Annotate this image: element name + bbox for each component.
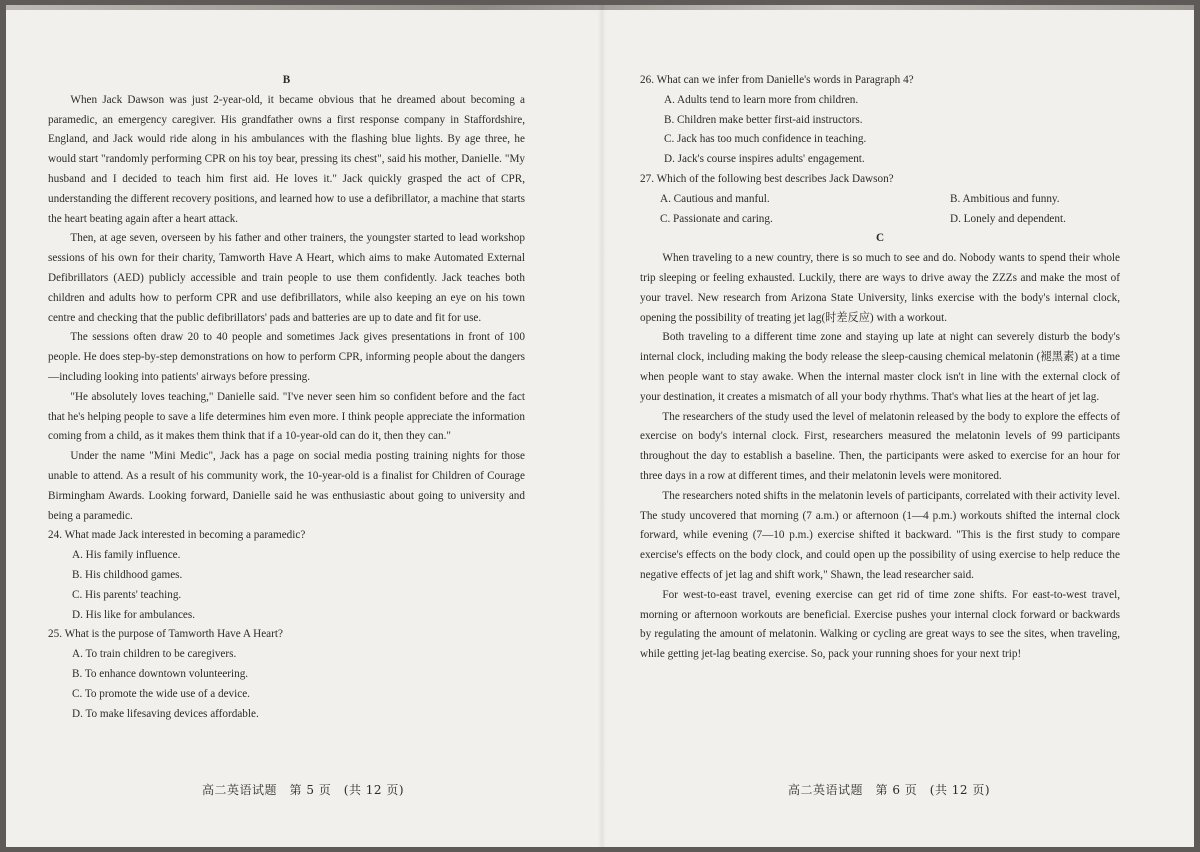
question-26-option: A. Adults tend to learn more from children. [664, 93, 859, 106]
question-24-option: C. His parents' teaching. [72, 588, 182, 601]
section-b-heading: B [282, 74, 291, 86]
right-page-footer: 高二英语试题 第 6 页 (共 12 页) [788, 783, 991, 797]
left-page-footer: 高二英语试题 第 5 页 (共 12 页) [202, 783, 405, 797]
passage-b-paragraph: When Jack Dawson was just 2-year-old, it became obvious that he dreamed about becoming a paramedic, an emergency caregiver. His grandfather owns a first response company in Staffordshire, England, and Jack would ride along in his ambulances with the flashing blue lights. By age three, he would start "randomly performing CPR on his toy bear, pressing its chest", said his mother, Danielle. "My husband and I decided to teach him first aid. He loves it." Jack quickly grasped the act of CPR, understanding the different recovery positions, and learned how to use a defibrillator, a machine that starts the heart beating again after a heart attack. [48, 93, 525, 225]
exam-sheet [6, 5, 1194, 847]
question-27-option: B. Ambitious and funny. [950, 192, 1060, 205]
question-27-stem: 27. Which of the following best describes Jack Dawson? [640, 172, 894, 185]
passage-b-paragraph: Then, at age seven, overseen by his father and other trainers, the youngster started to lead workshop sessions of his own for their charity, Tamworth Have A Heart, which aims to make Automated External Defibrillators (AED) publicly accessible and train people to use them confidently. Jack teaches both children and adults how to perform CPR and use defibrillators, while also keeping an eye on his town centre and checking that the public defibrillators' pads and batteries are up to date and fit for use. [48, 232, 525, 324]
question-24-option: D. His like for ambulances. [72, 608, 196, 621]
passage-b-paragraph: The sessions often draw 20 to 40 people and sometimes Jack gives presentations in front of 100 people. He does step-by-step demonstrations on how to perform CPR, informing people about the dangers—including looking into patients' airways before pressing. [48, 331, 525, 383]
passage-c-paragraph: Both traveling to a different time zone and staying up late at night can severely disturb the body's internal clock, including making the body release the sleep-causing chemical melatonin (褪黑素) at a time when people want to stay awake. When the internal master clock isn't in line with the external clock of your destination, it creates a mismatch of all your body rhythms. That's what lies at the heart of jet lag. [640, 331, 1120, 403]
passage-b-paragraph: Under the name "Mini Medic", Jack has a page on social media posting training nights for those unable to attend. As a result of his community work, the 10-year-old is a finalist for Children of Courage Birmingham Awards. Looking forward, Danielle said he was enthusiastic about going to university and being a paramedic. [48, 450, 525, 522]
question-25-option: A. To train children to be caregivers. [72, 648, 237, 661]
question-26-stem: 26. What can we infer from Danielle's words in Paragraph 4? [640, 74, 914, 86]
question-27-option: A. Cautious and manful. [660, 192, 770, 205]
right-page [640, 71, 1120, 665]
question-25-stem: 25. What is the purpose of Tamworth Have A Heart? [48, 628, 283, 641]
left-page [48, 71, 525, 724]
passage-b-paragraph: "He absolutely loves teaching," Danielle said. "I've never seen him so confident before and the fact that he's helping people to save a life determines him even more. I think people appreciate the information coming from a child, as it makes them think that if a 10-year-old can do it, then they can." [48, 390, 525, 443]
page-fold [598, 5, 606, 847]
passage-c-paragraph: The researchers of the study used the level of melatonin released by the body to explore the effects of exercise on body's internal clock. First, researchers measured the melatonin levels of 99 participants throughout the day to establish a baseline. Then, the participants were asked to exercise for an hour for three days in a row at different times, and their melatonin levels were monitored. [640, 410, 1120, 482]
section-c-heading: C [875, 232, 885, 245]
question-25-option: D. To make lifesaving devices affordable. [72, 707, 259, 720]
question-27-options [640, 190, 1120, 230]
question-25-option: C. To promote the wide use of a device. [72, 687, 250, 700]
question-26-option: C. Jack has too much confidence in teaching. [664, 133, 867, 146]
passage-c-paragraph: The researchers noted shifts in the melatonin levels of participants, correlated with their activity level. The study uncovered that morning (7 a.m.) or afternoon (1—4 p.m.) workouts shifted the internal clock forward, while evening (7—10 p.m.) exercise shifted it backward. "This is the first study to compare exercise's effects on the body clock, and could open up the possibility of using exercise to help reduce the negative effects of jet lag and shift work," Shawn, the lead researcher said. [640, 489, 1120, 581]
question-24-stem: 24. What made Jack interested in becoming a paramedic? [48, 529, 306, 542]
question-26-option: B. Children make better first-aid instructors. [664, 113, 863, 126]
question-24-option: B. His childhood games. [72, 568, 183, 581]
question-27-option: C. Passionate and caring. [660, 212, 773, 225]
passage-c-paragraph: When traveling to a new country, there is so much to see and do. Nobody wants to spend their whole trip sleeping or feeling exhausted. Luckily, there are ways to drive away the ZZZs and make the most of your travel. New research from Arizona State University, links exercise with the body's internal clock, opening the possibility of treating jet lag(时差反应) with a workout. [640, 252, 1120, 324]
question-24-option: A. His family influence. [72, 549, 181, 562]
passage-c-paragraph: For west-to-east travel, evening exercise can get rid of time zone shifts. For east-to-west travel, morning or afternoon workouts are beneficial. Exercise pushes your internal clock forward or backwards by regulating the amount of melatonin. Walking or cycling are great ways to see the sites, when traveling, while getting jet-lag beating exercise. So, pack your running shoes for your next trip! [640, 588, 1120, 661]
question-27-option: D. Lonely and dependent. [950, 212, 1066, 225]
question-25-option: B. To enhance downtown volunteering. [72, 667, 249, 680]
question-26-option: D. Jack's course inspires adults' engagement. [664, 153, 865, 166]
